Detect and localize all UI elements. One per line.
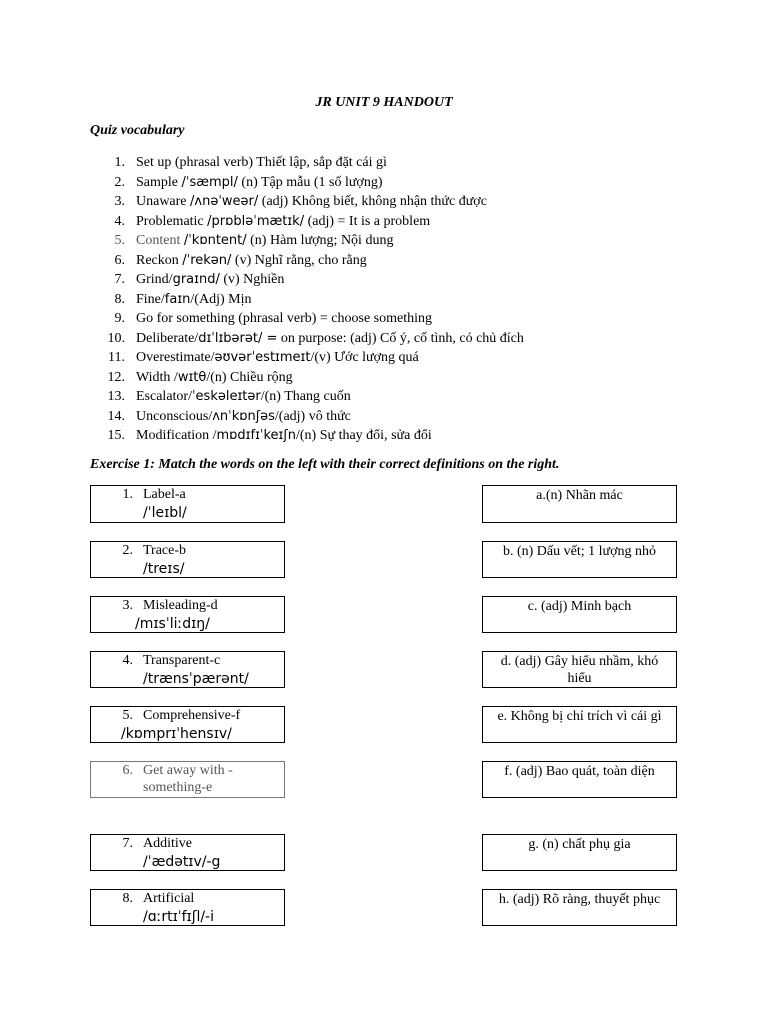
list-item: 14. Unconscious/ʌnˈkɒnʃəs/(adj) vô thức <box>107 408 351 424</box>
right-definition-box: h. (adj) Rõ ràng, thuyết phục <box>482 889 677 926</box>
list-item: 12. Width /wɪtθ/(n) Chiều rộng <box>107 369 293 385</box>
list-item: 5. Content /ˈkɒntent/ (n) Hàm lượng; Nội dung <box>114 233 394 248</box>
list-item: 9. Go for something (phrasal verb) = choose something <box>114 311 432 326</box>
left-word-box: 6. Get away with - something-e <box>90 761 285 798</box>
list-item: 10. Deliberate/dɪˈlɪbərət/ = on purpose: (adj) Cố ý, cố tình, có chủ đích <box>107 330 524 346</box>
right-definition-box: e. Không bị chỉ trích vì cái gì <box>482 706 677 743</box>
left-word-box: 5. Comprehensive-f /kɒmprɪˈhensɪv/ <box>90 706 285 743</box>
section-heading-quiz-vocabulary: Quiz vocabulary <box>90 123 185 138</box>
right-definition-box: d. (adj) Gây hiểu nhầm, khó hiểu <box>482 651 677 688</box>
list-item: 7. Grind/graɪnd/ (v) Nghiền <box>114 272 285 287</box>
page-title: JR UNIT 9 HANDOUT <box>315 95 453 110</box>
list-item: 15. Modification /mɒdɪfɪˈkeɪʃn/(n) Sự thay đổi, sửa đổi <box>107 428 432 443</box>
right-definition-box: c. (adj) Minh bạch <box>482 596 677 633</box>
list-item: 2. Sample /ˈsæmpl/ (n) Tập mẫu (1 số lượng) <box>114 174 383 190</box>
left-word-box: 4. Transparent-c /trænsˈpærənt/ <box>90 651 285 688</box>
right-definition-box: f. (adj) Bao quát, toàn diện <box>482 761 677 798</box>
list-item: 3. Unaware /ʌnəˈweər/ (adj) Không biết, không nhận thức được <box>114 194 487 209</box>
exercise-heading: Exercise 1: Match the words on the left with their correct definitions on the right. <box>90 457 560 472</box>
right-definition-box: g. (n) chất phụ gia <box>482 834 677 871</box>
left-word-box: 7. Additive /ˈædətɪv/-g <box>90 834 285 871</box>
list-item: 4. Problematic /prɒbləˈmætɪk/ (adj) = It is a problem <box>114 213 431 229</box>
list-item: 6. Reckon /ˈrekən/ (v) Nghĩ rằng, cho rằng <box>114 252 367 268</box>
left-word-box: 1. Label-a /ˈleɪbl/ <box>90 485 285 523</box>
right-definition-box: a.(n) Nhãn mác <box>482 485 677 523</box>
list-item: 13. Escalator/ˈeskəleɪtər/(n) Thang cuốn <box>107 389 351 404</box>
vocabulary-list <box>90 153 690 446</box>
list-item: 8. Fine/faɪn/(Adj) Mịn <box>114 291 252 307</box>
right-definition-box: b. (n) Dấu vết; 1 lượng nhỏ <box>482 541 677 578</box>
list-item: 1. Set up (phrasal verb) Thiết lập, sắp đặt cái gì <box>114 155 387 170</box>
left-word-box: 8. Artificial /ɑːrtɪˈfɪʃl/-i <box>90 889 285 926</box>
left-word-box: 3. Misleading-d /mɪsˈliːdɪŋ/ <box>90 596 285 633</box>
list-item: 11. Overestimate/əʊvərˈestɪmeɪt/(v) Ước lượng quá <box>108 350 419 365</box>
left-word-box: 2. Trace-b /treɪs/ <box>90 541 285 578</box>
